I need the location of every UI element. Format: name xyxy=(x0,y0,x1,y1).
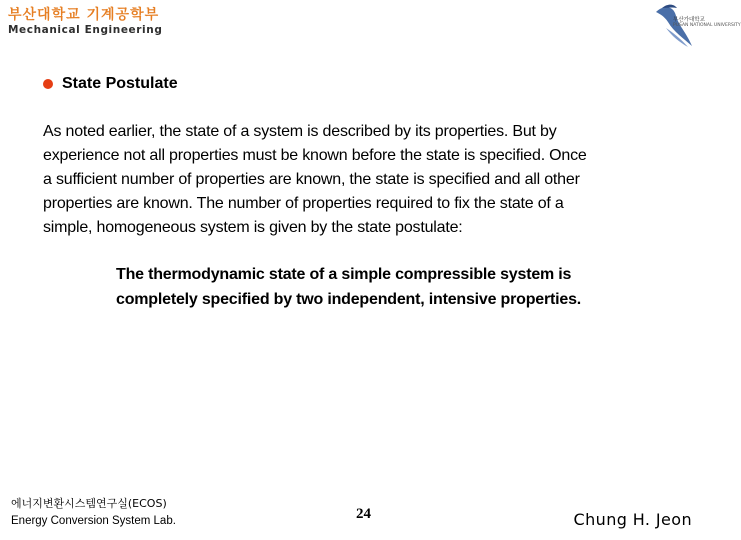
header-university-kr: 부산대학교 기계공학부 xyxy=(8,7,160,23)
body-line: a sufficient number of properties are known, the state is specified and all other xyxy=(43,171,580,188)
body-line: simple, homogeneous system is given by the state postulate: xyxy=(43,219,463,236)
logo-line-2: PUSAN NATIONAL UNIVERSITY xyxy=(673,23,741,28)
postulate-line: completely specified by two independent, intensive properties. xyxy=(116,291,582,308)
footer-lab-en: Energy Conversion System Lab. xyxy=(11,515,176,527)
body-paragraph xyxy=(43,120,693,240)
page-number: 24 xyxy=(356,506,371,522)
postulate-line: The thermodynamic state of a simple compressible system is xyxy=(116,266,572,283)
body-line: properties are known. The number of properties required to fix the state of a xyxy=(43,195,564,212)
logo-line-1: 부산가대학교 xyxy=(673,17,705,23)
state-postulate-statement xyxy=(116,262,706,312)
logo-text xyxy=(673,17,741,29)
body-line: experience not all properties must be known before the state is specified. Once xyxy=(43,147,587,164)
section-heading xyxy=(43,74,178,94)
body-line: As noted earlier, the state of a system is described by its properties. But by xyxy=(43,123,557,140)
footer-lab-kr: 에너지변환시스템연구실(ECOS) xyxy=(11,497,167,510)
header-department-en: Mechanical Engineering xyxy=(8,24,163,36)
author-name: Chung H. Jeon xyxy=(573,510,692,529)
filled-circle-icon xyxy=(43,79,53,89)
section-heading-text: State Postulate xyxy=(62,75,178,92)
